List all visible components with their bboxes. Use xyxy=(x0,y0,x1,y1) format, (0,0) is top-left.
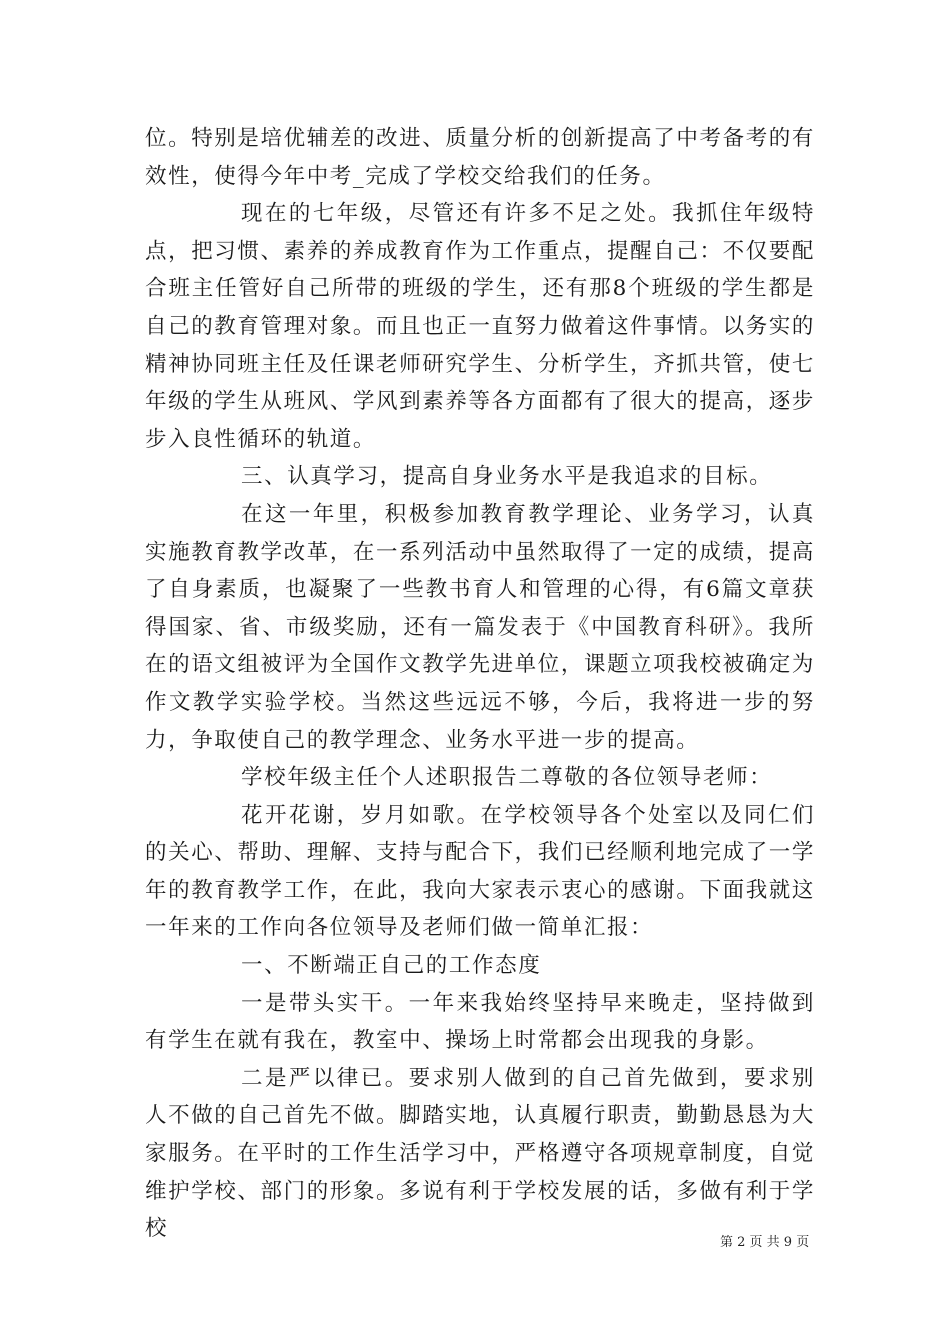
paragraph-lead-by-example: 一是带头实干。一年来我始终坚持早来晚走，坚持做到有学生在就有我在，教室中、操场上时常都会出现我的身影。 xyxy=(145,990,815,1054)
section-heading-study: 三、认真学习，提高自身业务水平是我追求的目标。 xyxy=(241,464,773,490)
section-heading-attitude: 一、不断端正自己的工作态度 xyxy=(241,953,542,979)
paragraph-study-achievements: 在这一年里，积极参加教育教学理论、业务学习，认真实施教育教学改革，在一系列活动中虽然取得了一定的成绩，提高了自身素质，也凝聚了一些教书育人和管理的心得，有6篇文章获得国家、省、市级奖励，还有一篇发表于《中国教育科研》。我所在的语文组被评为全国作文教学先进单位，课题立项我校被确定为作文教学实验学校。当然这些远远不够，今后，我将进一步的努力，争取使自己的教学理念、业务水平进一步的提高。 xyxy=(145,501,815,753)
document-body xyxy=(145,120,815,1248)
paragraph-continuation: 位。特别是培优辅差的改进、质量分析的创新提高了中考备考的有效性，使得今年中考_完成了学校交给我们的任务。 xyxy=(145,126,815,189)
report-two-salutation: 学校年级主任个人述职报告二尊敬的各位领导老师： xyxy=(241,765,773,791)
paragraph-opening-thanks: 花开花谢，岁月如歌。在学校领导各个处室以及同仁们的关心、帮助、理解、支持与配合下，我们已经顺利地完成了一学年的教育教学工作，在此，我向大家表示衷心的感谢。下面我就这一年来的工作向各位领导及老师们做一简单汇报： xyxy=(145,802,815,941)
paragraph-self-discipline: 二是严以律已。要求别人做到的自己首先做到，要求别人不做的自己首先不做。脚踏实地，认真履行职责，勤勤恳恳为大家服务。在平时的工作生活学习中，严格遵守各项规章制度，自觉维护学校、部门的形象。多说有利于学校发展的话，多做有利于学校 xyxy=(145,1065,815,1242)
page-number: 第 2 页 共 9 页 xyxy=(720,1235,810,1250)
paragraph-grade-seven: 现在的七年级，尽管还有许多不足之处。我抓住年级特点，把习惯、素养的养成教育作为工作重点，提醒自己：不仅要配合班主任管好自己所带的班级的学生，还有那8个班级的学生都是自己的教育管理对象。而且也正一直努力做着这件事情。以务实的精神协同班主任及任课老师研究学生、分析学生，齐抓共管，使七年级的学生从班风、学风到素养等各方面都有了很大的提高，逐步步入良性循环的轨道。 xyxy=(145,201,815,452)
